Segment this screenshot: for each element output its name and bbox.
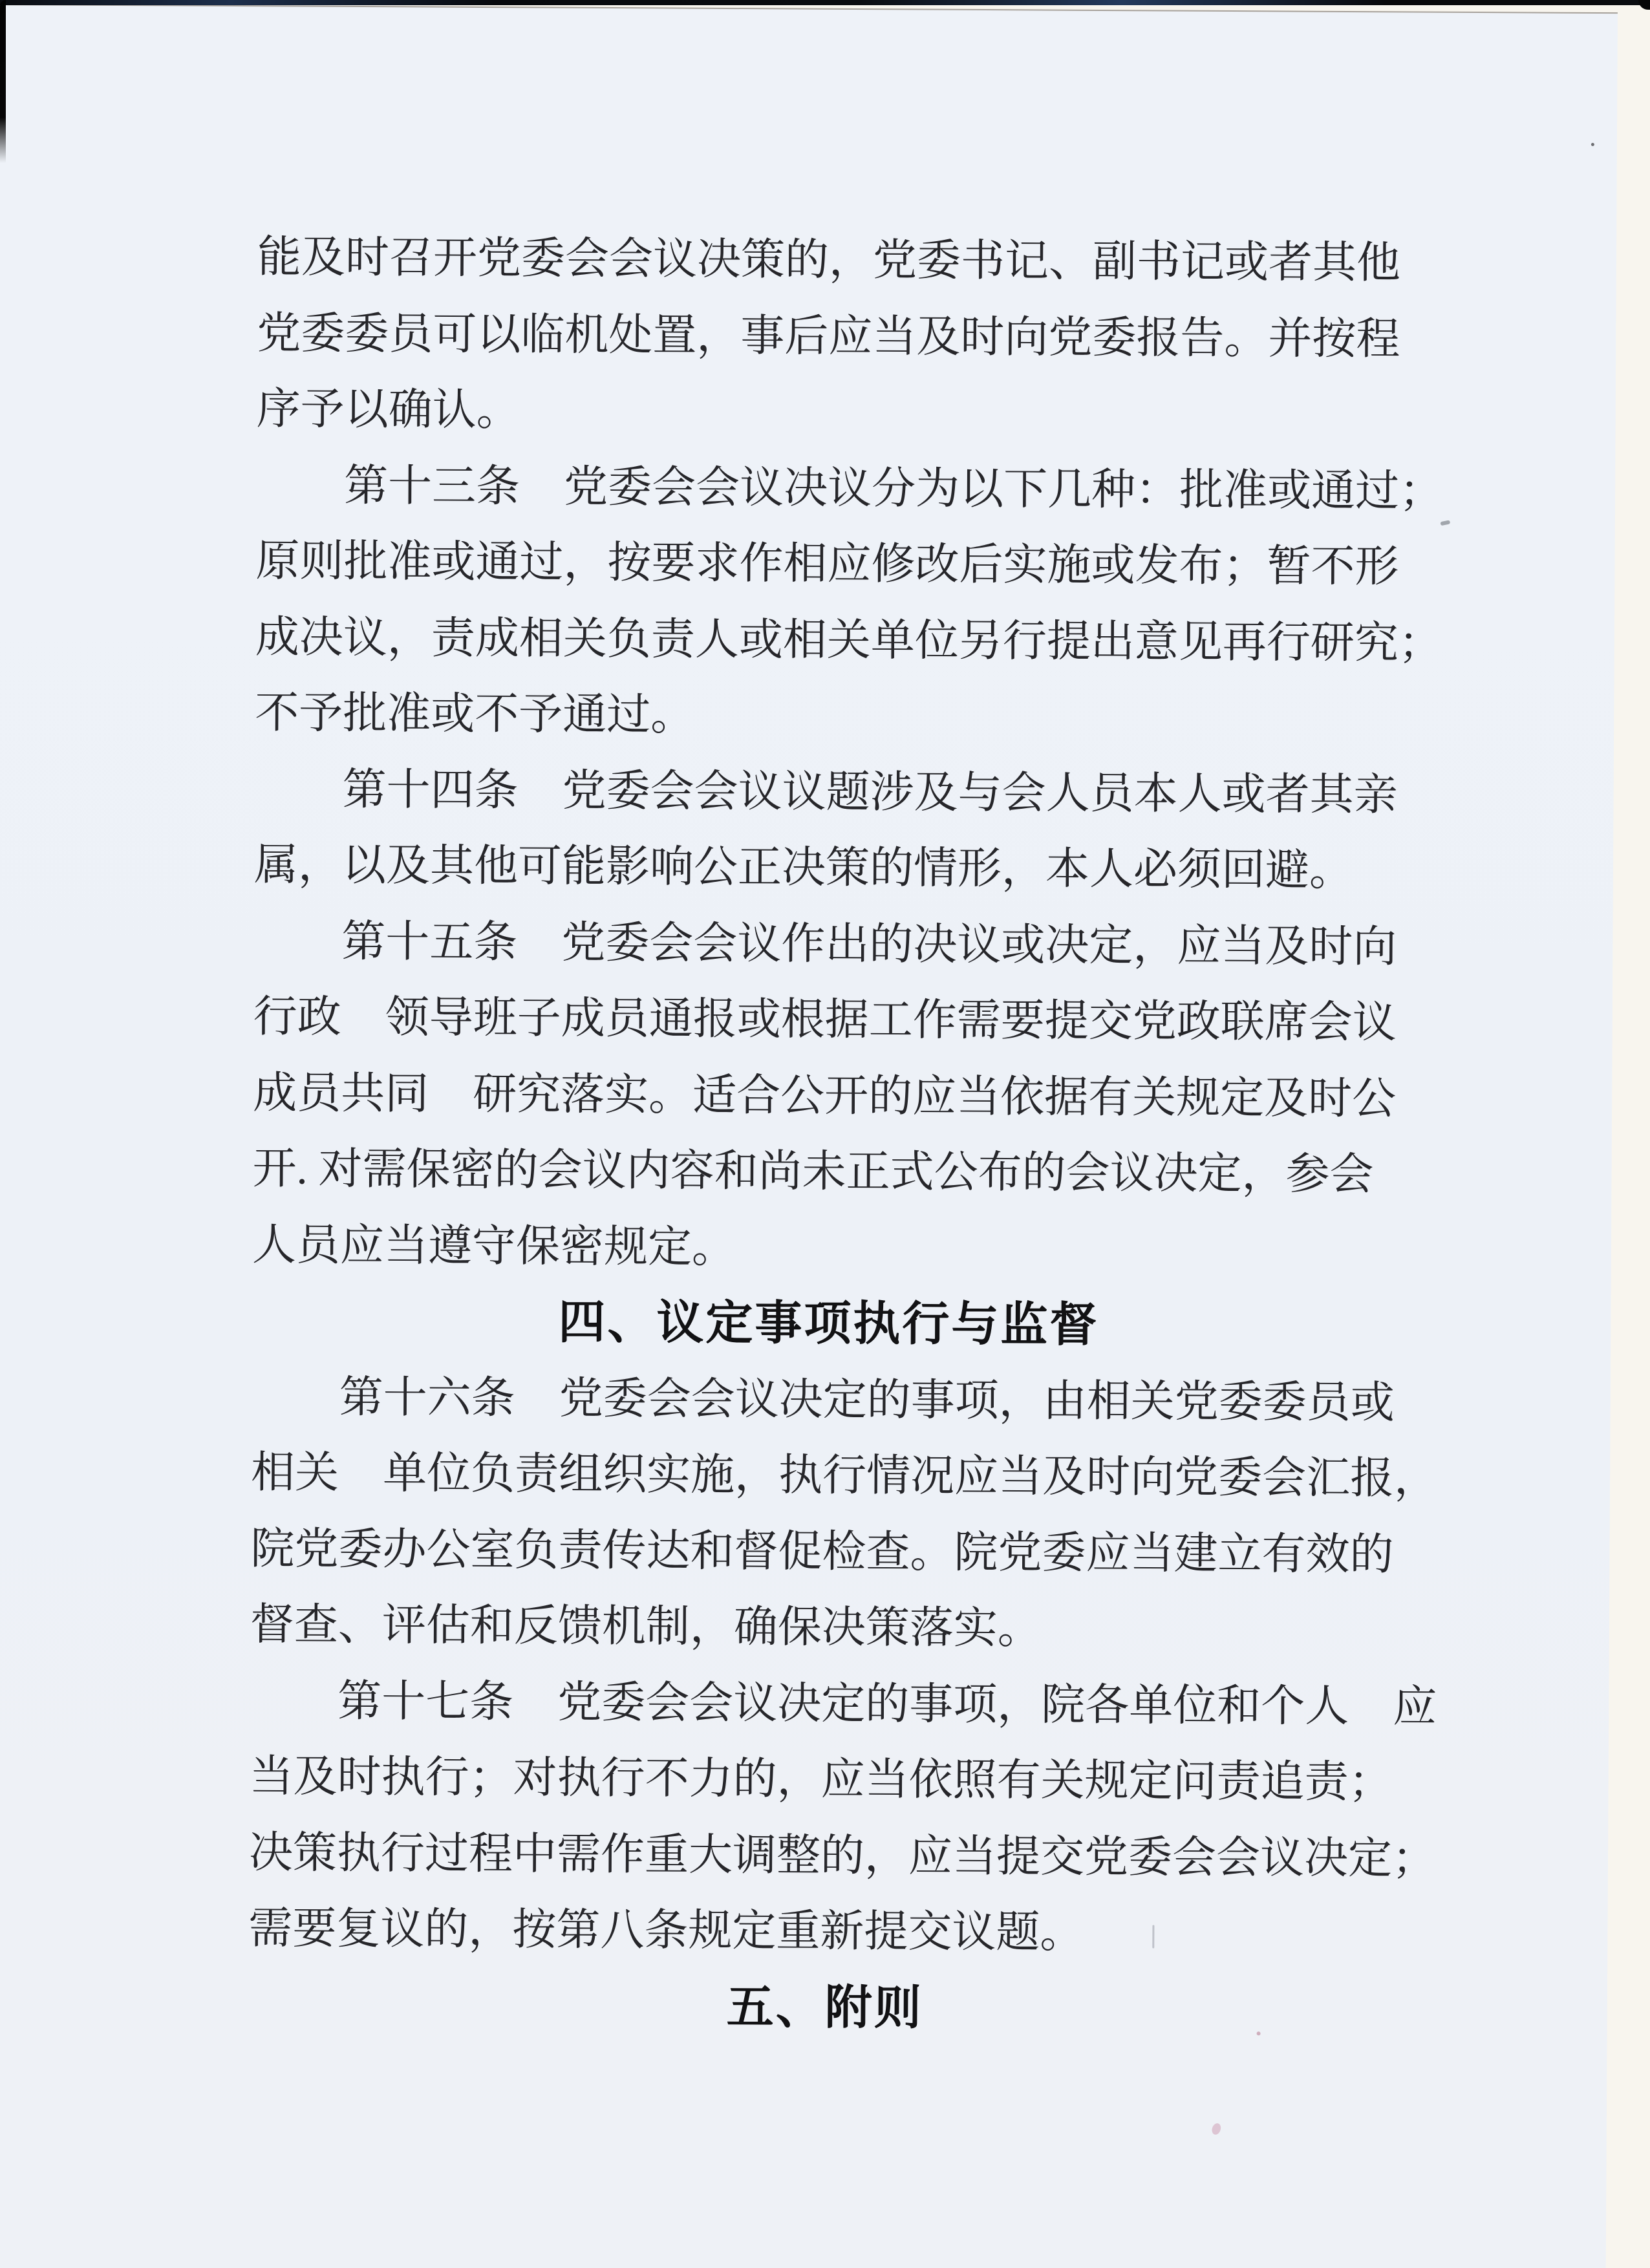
text-line: 开. 对需保密的会议内容和尚未正式公布的会议决定，参会 <box>252 1144 1374 1199</box>
text-line: 院党委办公室负责传达和督促检查。院党委应当建立有效的 <box>250 1523 1394 1579</box>
scanner-left-edge <box>0 0 6 163</box>
text-line: 原则批准或通过，按要求作相应修改后实施或发布；暂不形 <box>255 536 1399 592</box>
text-line: 成决议，责成相关负责人或相关单位另行提出意见再行研究； <box>255 612 1443 668</box>
text-line: 当及时执行；对执行不力的，应当依照有关规定问责追责； <box>249 1751 1393 1807</box>
scan-artifact-pink-dot <box>1257 2031 1261 2035</box>
text-line: 相关 单位负责组织实施，执行情况应当及时向党委会汇报， <box>250 1448 1439 1503</box>
text-line: 不予批准或不予通过。 <box>255 688 695 740</box>
text-line: 成员共同 研究落实。适合公开的应当依据有关规定及时公 <box>252 1067 1397 1123</box>
scanner-corner-top-right <box>1638 0 1650 10</box>
paper-sheet <box>0 4 1618 2268</box>
scan-artifact-gray-line <box>1152 1925 1154 1948</box>
text-line: 序予以确认。 <box>256 384 520 435</box>
text-line: 第十六条 党委会会议决定的事项，由相关党委委员或 <box>339 1372 1395 1427</box>
text-line: 需要复议的，按第八条规定重新提交议题。 <box>248 1903 1084 1957</box>
text-line: 人员应当遵守保密规定。 <box>252 1219 736 1272</box>
text-line: 行政 领导班子成员通报或根据工作需要提交党政联席会议 <box>253 992 1397 1047</box>
text-line: 能及时召开党委会会议决策的，党委书记、副书记或者其他 <box>257 232 1401 288</box>
section-heading: 五、附则 <box>726 1980 924 2035</box>
text-line: 第十三条 党委会会议决议分为以下几种：批准或通过； <box>343 460 1444 516</box>
page-text <box>247 226 1444 2210</box>
scanner-top-edge <box>0 0 1650 5</box>
scan-artifact-dot <box>1591 143 1594 146</box>
section-heading: 四、议定事项执行与监督 <box>558 1296 1099 1351</box>
text-line: 第十四条 党委会会议议题涉及与会人员本人或者其亲 <box>342 764 1398 819</box>
text-line: 督查、评估和反馈机制，确保决策落实。 <box>250 1599 1042 1653</box>
text-line: 属，以及其他可能影响公正决策的情形，本人必须回避。 <box>253 840 1354 895</box>
text-line: 第十五条 党委会会议作出的决议或决定，应当及时向 <box>341 916 1397 971</box>
text-line: 党委委员可以临机处置，事后应当及时向党委报告。并按程 <box>257 308 1400 363</box>
text-line: 决策执行过程中需作重大调整的，应当提交党委会会议决定； <box>248 1827 1437 1883</box>
text-line: 第十七条 党委会会议决定的事项，院各单位和个人 应 <box>338 1676 1437 1731</box>
